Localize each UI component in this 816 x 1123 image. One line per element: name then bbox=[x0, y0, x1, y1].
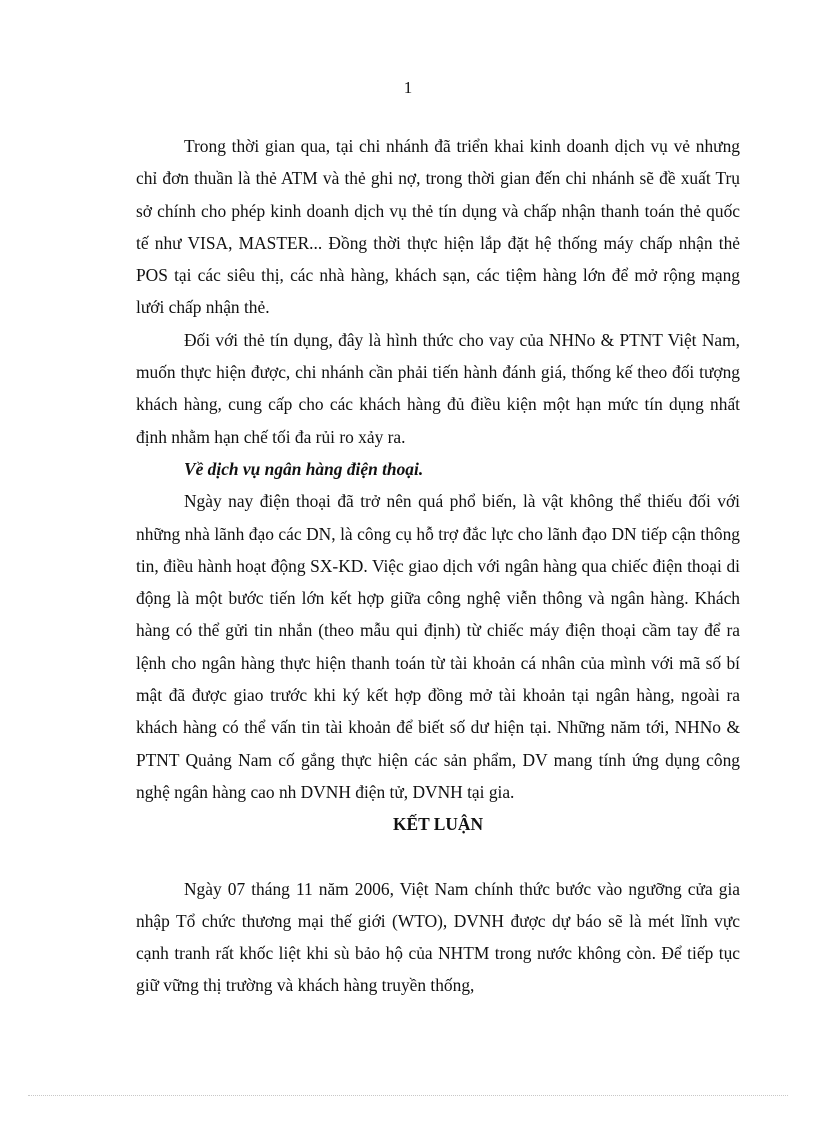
paragraph-credit-card: Đối với thẻ tín dụng, đây là hình thức cho vay của NHNo & PTNT Việt Nam, muốn thực hiện được, chi nhánh cần phải tiến hành đánh giá, thống kế theo đối tượng khách hàng, cung cấp cho các khách hàng đủ điều kiện một hạn mức tín dụng nhất định nhằm hạn chế tối đa rủi ro xảy ra. bbox=[136, 329, 740, 447]
page-number: 1 bbox=[403, 78, 413, 97]
heading-phone-banking: Về dịch vụ ngân hàng điện thoại. bbox=[184, 458, 424, 479]
paragraph-phone-banking: Ngày nay điện thoại đã trở nên quá phổ biến, là vật không thể thiếu đối với những nhà lãnh đạo các DN, là công cụ hỗ trợ đắc lực cho lãnh đạo DN tiếp cận thông tin, điều hành hoạt động SX-KD. Việc giao dịch với ngân hàng qua chiếc điện thoại di động là một bước tiến lớn kết hợp giữa công nghệ viễn thông và ngân hàng. Khách hàng có thể gửi tin nhắn (theo mẫu qui định) từ chiếc máy điện thoại cầm tay để ra lệnh cho ngân hàng thực hiện thanh toán từ tài khoản cá nhân của mình với mã số bí mật đã được giao trước khi ký kết hợp đồng mở tài khoản tại ngân hàng, ngoài ra khách hàng có thể vấn tin tài khoản để biết số dư hiện tại. Những năm tới, NHNo & PTNT Quảng Nam cố gắng thực hiện các sản phẩm, DV mang tính ứng dụng công nghệ ngân hàng cao nh DVNH điện tử, DVNH tại gia. bbox=[136, 491, 740, 802]
page-bottom-divider bbox=[28, 1095, 788, 1096]
document-body bbox=[136, 130, 740, 1002]
paragraph-conclusion: Ngày 07 tháng 11 năm 2006, Việt Nam chính thức bước vào ngưỡng cửa gia nhập Tổ chức thương mại thế giới (WTO), DVNH được dự báo sẽ là mét lĩnh vực cạnh tranh rất khốc liệt khi sù bảo hộ của NHTM trong nước không còn. Để tiếp tục giữ vững thị trường và khách hàng truyền thống, bbox=[136, 878, 740, 996]
conclusion-title: KẾT LUẬN bbox=[392, 814, 484, 835]
paragraph-card-services: Trong thời gian qua, tại chi nhánh đã triển khai kinh doanh dịch vụ vẻ nhưng chỉ đơn thuần là thẻ ATM và thẻ ghi nợ, trong thời gian đến chi nhánh sẽ đề xuất Trụ sở chính cho phép kinh doanh dịch vụ thẻ tín dụng và chấp nhận thanh toán thẻ quốc tế như VISA, MASTER... Đồng thời thực hiện lắp đặt hệ thống máy chấp nhận thẻ POS tại các siêu thị, các nhà hàng, khách sạn, các tiệm hàng lớn để mở rộng mạng lưới chấp nhận thẻ. bbox=[136, 136, 740, 318]
